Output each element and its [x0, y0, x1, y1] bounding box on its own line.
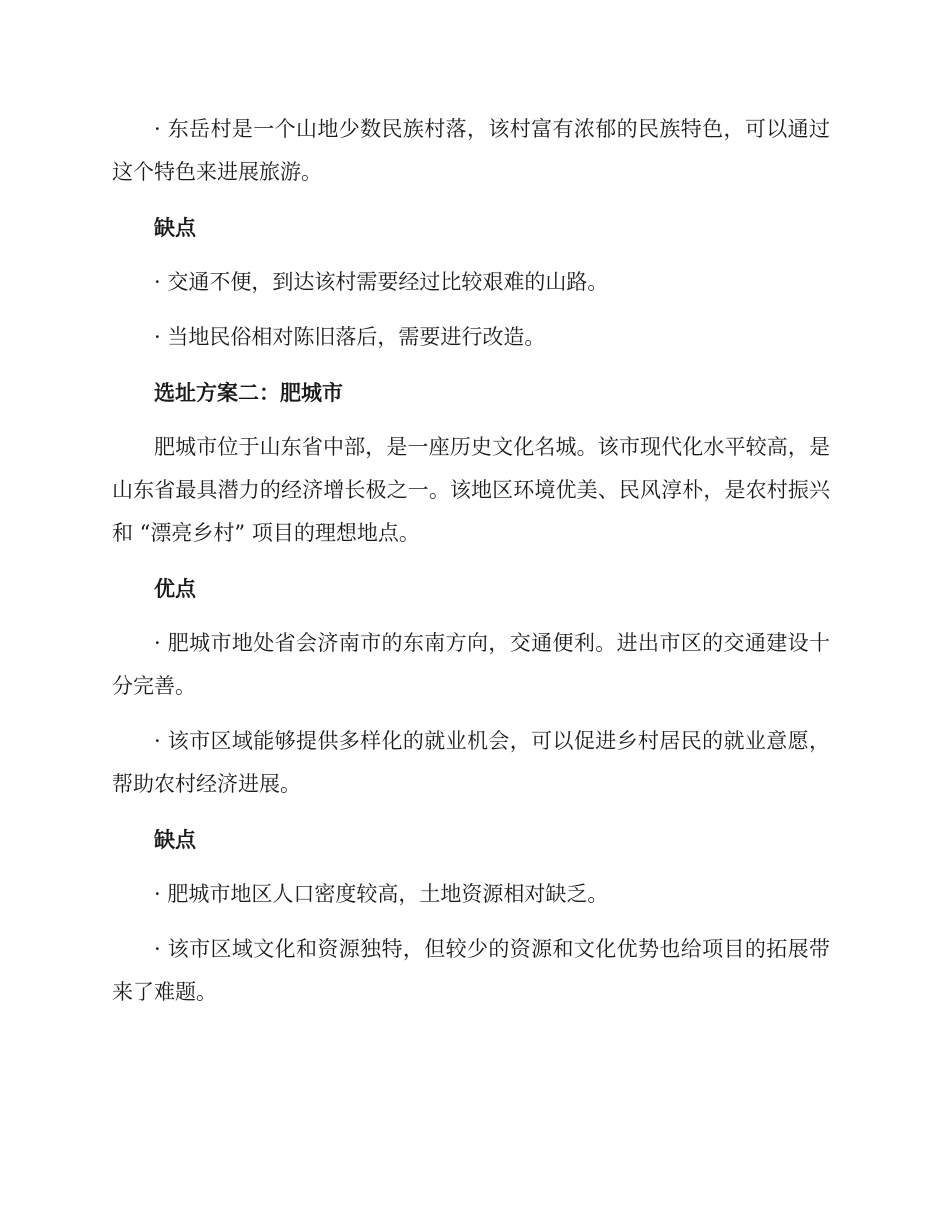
- paragraph-customs-outdated: · 当地民俗相对陈旧落后，需要进行改造。: [154, 325, 546, 349]
- paragraph-dongyue-feature: · 东岳村是一个山地少数民族村落，该村富有浓郁的民族特色，可以通过这个特色来进展旅游。: [112, 117, 830, 184]
- paragraph-employment: · 该市区域能够提供多样化的就业机会，可以促进乡村居民的就业意愿，帮助农村经济进展。: [112, 729, 830, 796]
- paragraph-transport-convenient: · 肥城市地处省会济南市的东南方向，交通便利。进出市区的交通建设十分完善。: [112, 631, 830, 698]
- heading-advantages: 优点: [154, 576, 196, 601]
- paragraph-population-density: · 肥城市地区人口密度较高，土地资源相对缺乏。: [154, 882, 609, 906]
- heading-disadvantages-1: 缺点: [154, 215, 196, 240]
- paragraph-feicheng-intro: 肥城市位于山东省中部，是一座历史文化名城。该市现代化水平较高，是山东省最具潜力的经济增长极之一。该地区环境优美、民风淳朴，是农村振兴和 “漂亮乡村” 项目的理想地点。: [112, 435, 830, 545]
- paragraph-transport-inconvenient: · 交通不便，到达该村需要经过比较艰难的山路。: [154, 270, 609, 294]
- heading-site-plan-two: 选址方案二：肥城市: [154, 380, 343, 405]
- document-page: [112, 108, 830, 1026]
- paragraph-resource-challenge: · 该市区域文化和资源独特，但较少的资源和文化优势也给项目的拓展带来了难题。: [112, 937, 830, 1004]
- heading-disadvantages-2: 缺点: [154, 827, 196, 852]
